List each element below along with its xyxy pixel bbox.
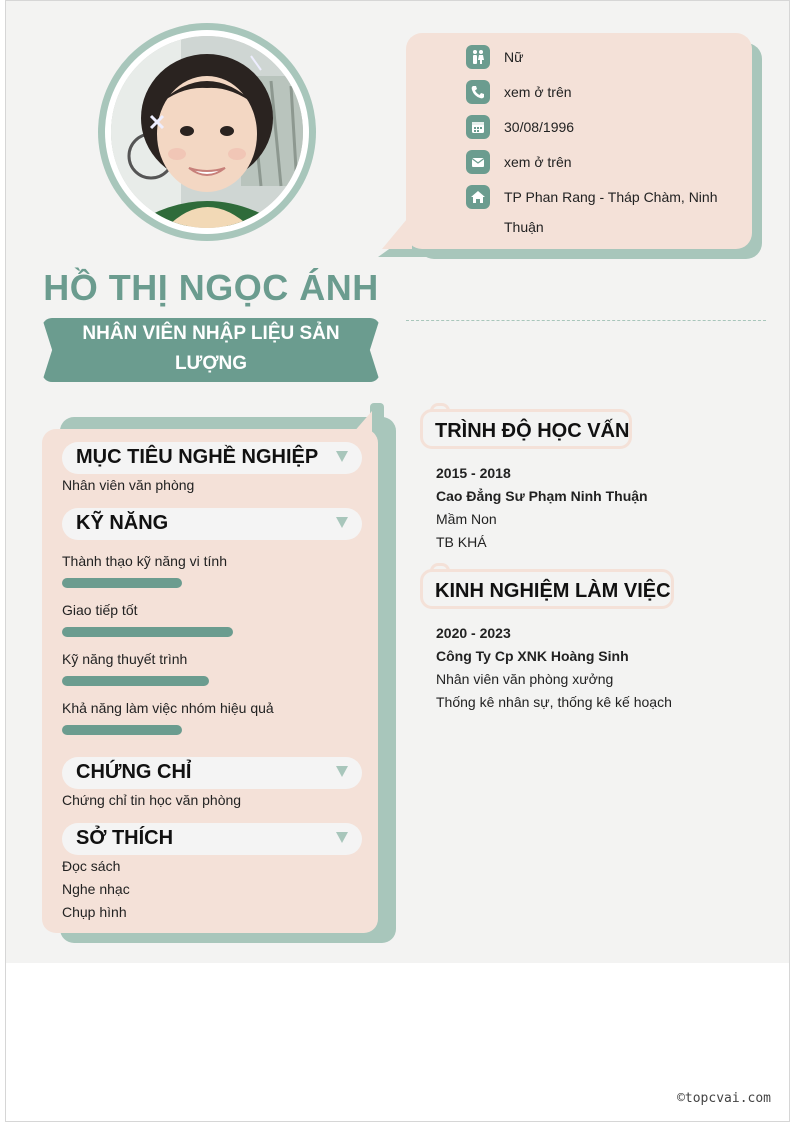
contact-email: xem ở trên — [466, 150, 734, 177]
education-grade: TB KHÁ — [436, 534, 487, 550]
home-icon — [466, 185, 490, 209]
contact-birthday: 30/08/1996 — [466, 115, 734, 142]
skill-label: Kỹ năng thuyết trình — [62, 651, 188, 667]
skill-label: Khả năng làm việc nhóm hiệu quả — [62, 700, 274, 716]
education-school: Cao Đẳng Sư Phạm Ninh Thuận — [436, 488, 648, 504]
cv-page — [5, 0, 790, 1122]
caret-down-icon — [336, 451, 348, 462]
hobby-item: Chụp hình — [62, 904, 127, 920]
skill-bar — [62, 578, 182, 588]
hobby-item: Đọc sách — [62, 858, 121, 874]
education-major: Mầm Non — [436, 511, 497, 527]
contact-address: TP Phan Rang - Tháp Chàm, Ninh Thuận — [466, 185, 734, 242]
portrait-photo — [111, 36, 303, 228]
divider — [406, 320, 766, 321]
certificate-text: Chứng chỉ tin học văn phòng — [62, 792, 242, 808]
objective-header[interactable]: MỤC TIÊU NGHỀ NGHIỆP — [62, 442, 362, 474]
objective-text: Nhân viên văn phòng — [62, 477, 195, 493]
caret-down-icon — [336, 832, 348, 843]
skill-bar — [62, 627, 233, 637]
full-name: HỒ THỊ NGỌC ÁNH — [43, 267, 379, 308]
contact-phone: xem ở trên — [466, 80, 734, 107]
job-title: NHÂN VIÊN NHẬP LIỆU SẢN LƯỢNG — [82, 323, 340, 374]
certificates-header[interactable]: CHỨNG CHỈ — [62, 757, 362, 789]
calendar-icon — [466, 115, 490, 139]
caret-down-icon — [336, 517, 348, 528]
gender-icon — [466, 45, 490, 69]
skill-label: Thành thạo kỹ năng vi tính — [62, 553, 227, 569]
skill-bar — [62, 676, 209, 686]
education-header: TRÌNH ĐỘ HỌC VẤN — [420, 409, 632, 449]
experience-position: Nhân viên văn phòng xưởng — [436, 671, 614, 687]
contact-card — [406, 33, 752, 249]
experience-description: Thống kê nhân sự, thống kê kế hoạch — [436, 694, 672, 710]
skills-header[interactable]: KỸ NĂNG — [62, 508, 362, 540]
experience-company: Công Ty Cp XNK Hoàng Sinh — [436, 648, 629, 664]
avatar — [111, 36, 303, 228]
skill-label: Giao tiếp tốt — [62, 602, 138, 618]
education-period: 2015 - 2018 — [436, 465, 511, 481]
avatar-frame — [98, 23, 316, 241]
phone-icon — [466, 80, 490, 104]
experience-header: KINH NGHIỆM LÀM VIỆC — [420, 569, 674, 609]
cv-body — [6, 1, 790, 963]
hobby-item: Nghe nhạc — [62, 881, 130, 897]
experience-period: 2020 - 2023 — [436, 625, 511, 641]
caret-down-icon — [336, 766, 348, 777]
email-icon — [466, 150, 490, 174]
skill-bar — [62, 725, 182, 735]
hobbies-header[interactable]: SỞ THÍCH — [62, 823, 362, 855]
watermark-text: ©topcvai.com — [677, 1091, 771, 1106]
contact-gender: Nữ — [466, 45, 734, 72]
